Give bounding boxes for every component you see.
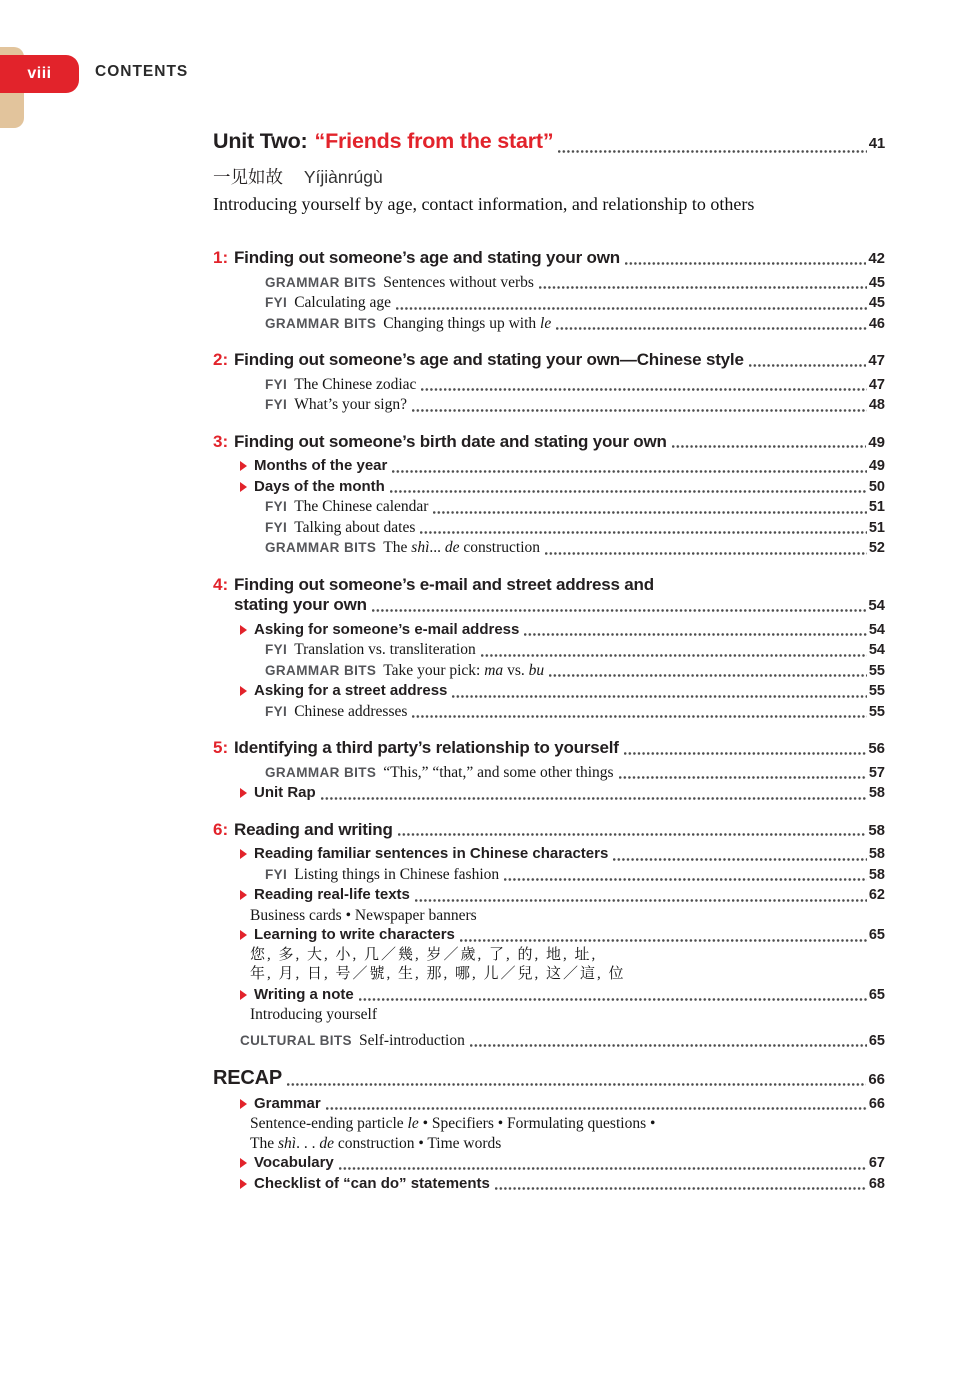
dot-leader bbox=[549, 673, 867, 678]
section-2 bbox=[213, 350, 885, 416]
dot-leader bbox=[749, 363, 867, 368]
section-4 bbox=[213, 575, 885, 723]
entry-text: What’s your sign? bbox=[294, 396, 407, 413]
entry-tag: CULTURAL BITS bbox=[240, 1032, 352, 1048]
bullet-arrow-icon bbox=[240, 461, 247, 471]
entry-label: Asking for someone’s e-mail address bbox=[254, 620, 520, 638]
unit-pinyin: Yíjiànrúgù bbox=[303, 167, 383, 187]
page-ref: 66 bbox=[868, 1071, 885, 1088]
entry-label: Checklist of “can do” statements bbox=[254, 1174, 490, 1192]
entry-tag: FYI bbox=[265, 499, 288, 514]
entry-text: Take your pick: ma vs. bu bbox=[383, 661, 545, 679]
toc-entry bbox=[265, 538, 885, 559]
entry-tag: GRAMMAR BITS bbox=[265, 315, 377, 331]
entry-text: Sentences without verbs bbox=[383, 273, 534, 291]
section-1 bbox=[213, 248, 885, 334]
dot-leader bbox=[390, 489, 867, 494]
section-title-line2: stating your own bbox=[234, 595, 367, 614]
toc-entry bbox=[265, 661, 885, 682]
entry-text: Calculating age bbox=[294, 294, 392, 311]
page-ref: 42 bbox=[868, 250, 885, 267]
dot-leader bbox=[421, 387, 866, 392]
entry-note: The shì. . . de construction • Time words bbox=[250, 1134, 502, 1152]
dot-leader bbox=[372, 608, 867, 613]
entry-text: Listing things in Chinese fashion bbox=[294, 865, 500, 883]
dot-leader bbox=[287, 1082, 866, 1087]
section-6 bbox=[213, 820, 885, 1052]
bullet-arrow-icon bbox=[240, 1179, 247, 1189]
toc-entry bbox=[240, 1031, 885, 1052]
page-ref: 58 bbox=[868, 866, 885, 883]
recap-title: RECAP bbox=[213, 1067, 283, 1089]
bullet-arrow-icon bbox=[240, 788, 247, 798]
section-number: 5: bbox=[213, 738, 229, 757]
dot-leader bbox=[481, 653, 867, 658]
bullet-arrow-icon bbox=[240, 930, 247, 940]
toc-entry bbox=[265, 763, 885, 784]
entry-tag: GRAMMAR BITS bbox=[265, 662, 377, 678]
page-ref: 58 bbox=[868, 821, 885, 839]
page-ref: 55 bbox=[868, 683, 885, 699]
page-ref: 46 bbox=[868, 315, 885, 332]
section-number: 2: bbox=[213, 350, 229, 369]
entry-label: Days of the month bbox=[254, 477, 385, 495]
entry-label: Vocabulary bbox=[254, 1154, 334, 1171]
toc-entry bbox=[240, 1174, 885, 1195]
page-ref: 49 bbox=[868, 458, 885, 474]
dot-leader bbox=[396, 306, 867, 311]
entry-label: Months of the year bbox=[254, 457, 388, 474]
page-ref: 58 bbox=[868, 846, 885, 862]
toc-entry bbox=[265, 314, 885, 335]
recap-heading bbox=[213, 1069, 885, 1090]
toc-entry bbox=[240, 1094, 885, 1115]
entry-note: Business cards • Newspaper banners bbox=[250, 906, 477, 924]
section-3 bbox=[213, 432, 885, 559]
section-heading bbox=[213, 432, 885, 453]
bullet-arrow-icon bbox=[240, 1099, 247, 1109]
dot-leader bbox=[392, 469, 867, 474]
page-ref: 55 bbox=[868, 662, 885, 679]
section-title: Finding out someone’s age and stating your own bbox=[234, 248, 620, 267]
toc-entry bbox=[265, 273, 885, 294]
unit-description: Introducing yourself by age, contact information, and relationship to others bbox=[213, 194, 755, 214]
dot-leader bbox=[420, 530, 866, 535]
page-ref: 51 bbox=[868, 499, 885, 515]
toc-entry bbox=[240, 1153, 885, 1174]
section-heading bbox=[213, 350, 885, 371]
page-ref: 47 bbox=[868, 352, 885, 369]
section-number: 1: bbox=[213, 248, 229, 267]
chinese-characters-line: 年, 月, 日, 号／號, 生, 那, 哪, 儿／兒, 这／這, 位 bbox=[250, 966, 626, 982]
section-title: Finding out someone’s age and stating your own—Chinese style bbox=[234, 350, 744, 369]
entry-label: Reading real-life texts bbox=[254, 886, 410, 903]
dot-leader bbox=[326, 1106, 867, 1111]
page-ref: 68 bbox=[868, 1175, 885, 1192]
toc-entry bbox=[240, 477, 885, 498]
unit-prefix: Unit Two: bbox=[213, 129, 308, 153]
toc-entry bbox=[240, 925, 885, 946]
bullet-arrow-icon bbox=[240, 625, 247, 635]
toc-entry bbox=[265, 865, 885, 886]
entry-text: Changing things up with le bbox=[383, 314, 552, 332]
page-ref: 66 bbox=[868, 1095, 885, 1112]
dot-leader bbox=[672, 444, 867, 449]
dot-leader bbox=[504, 877, 867, 882]
dot-leader bbox=[613, 857, 867, 862]
page-number-badge bbox=[0, 55, 79, 93]
page-ref: 57 bbox=[868, 764, 885, 781]
entry-label: Learning to write characters bbox=[254, 926, 455, 943]
entry-tag: FYI bbox=[265, 866, 288, 882]
page-ref: 54 bbox=[868, 621, 885, 638]
page-ref: 49 bbox=[868, 433, 885, 451]
table-of-contents bbox=[213, 128, 885, 1194]
dot-leader bbox=[619, 775, 867, 780]
entry-tag: GRAMMAR BITS bbox=[265, 540, 377, 555]
dot-leader bbox=[556, 326, 867, 331]
entry-label: Asking for a street address bbox=[254, 682, 448, 699]
unit-title: “Friends from the start” bbox=[314, 129, 554, 153]
entry-tag: GRAMMAR BITS bbox=[265, 274, 377, 290]
bullet-arrow-icon bbox=[240, 1158, 247, 1168]
toc-entry bbox=[265, 293, 885, 314]
entry-label: Grammar bbox=[254, 1094, 321, 1112]
section-heading bbox=[213, 738, 885, 759]
toc-entry bbox=[265, 375, 885, 396]
dot-leader bbox=[545, 551, 867, 556]
unit-title-row bbox=[213, 128, 885, 157]
recap-section bbox=[213, 1069, 885, 1194]
dot-leader bbox=[452, 694, 866, 699]
bullet-arrow-icon bbox=[240, 890, 247, 900]
unit-chinese-row bbox=[213, 164, 885, 189]
entry-tag: GRAMMAR BITS bbox=[265, 764, 377, 780]
entry-label: Reading familiar sentences in Chinese characters bbox=[254, 845, 609, 862]
dot-leader bbox=[321, 796, 867, 801]
bullet-arrow-icon bbox=[240, 849, 247, 859]
dot-leader bbox=[412, 714, 866, 719]
entry-label: Writing a note bbox=[254, 985, 354, 1003]
section-heading bbox=[213, 248, 885, 269]
page-ref: 41 bbox=[868, 135, 885, 152]
dot-leader bbox=[415, 898, 867, 903]
dot-leader bbox=[470, 1043, 867, 1048]
page-number-label: viii bbox=[27, 65, 52, 82]
entry-tag: FYI bbox=[265, 295, 288, 310]
section-number: 6: bbox=[213, 819, 229, 839]
page-ref: 54 bbox=[868, 642, 885, 658]
entry-tag: FYI bbox=[265, 642, 288, 657]
entry-tag: FYI bbox=[265, 703, 288, 719]
page-ref: 65 bbox=[868, 1032, 885, 1049]
entry-text: Talking about dates bbox=[294, 518, 416, 536]
bullet-arrow-icon bbox=[240, 686, 247, 696]
page-ref: 52 bbox=[868, 540, 885, 556]
page-ref: 55 bbox=[868, 703, 885, 720]
page-ref: 62 bbox=[868, 887, 885, 903]
entry-text: The shì... de construction bbox=[383, 539, 541, 556]
dot-leader bbox=[433, 510, 866, 515]
page-ref: 67 bbox=[868, 1155, 885, 1171]
toc-entry bbox=[240, 885, 885, 906]
entry-text: Self-introduction bbox=[358, 1031, 465, 1049]
page-corner-tab bbox=[0, 47, 90, 133]
dot-leader bbox=[624, 751, 867, 756]
bullet-arrow-icon bbox=[240, 990, 247, 1000]
dot-leader bbox=[539, 285, 867, 290]
entry-note: Sentence-ending particle le • Specifiers • Formulating questions • bbox=[250, 1115, 656, 1132]
running-header: CONTENTS bbox=[95, 63, 189, 80]
dot-leader bbox=[359, 997, 867, 1002]
dot-leader bbox=[460, 938, 867, 943]
section-heading-line2 bbox=[234, 595, 885, 616]
entry-text: The Chinese zodiac bbox=[294, 375, 417, 393]
entry-text: The Chinese calendar bbox=[294, 498, 429, 515]
page-ref: 50 bbox=[868, 478, 885, 495]
toc-entry bbox=[240, 681, 885, 702]
dot-leader bbox=[524, 632, 866, 637]
section-title: Finding out someone’s birth date and stating your own bbox=[234, 431, 667, 451]
unit-chinese: 一见如故 bbox=[213, 167, 283, 187]
dot-leader bbox=[558, 149, 866, 154]
toc-entry bbox=[265, 702, 885, 723]
bullet-arrow-icon bbox=[240, 482, 247, 492]
entry-text: Chinese addresses bbox=[294, 702, 408, 720]
dot-leader bbox=[625, 261, 866, 266]
entry-text: Translation vs. transliteration bbox=[294, 641, 476, 658]
page-ref: 56 bbox=[868, 740, 885, 757]
toc-entry bbox=[240, 844, 885, 865]
dot-leader bbox=[412, 408, 867, 413]
dot-leader bbox=[398, 832, 867, 837]
page-ref: 58 bbox=[868, 785, 885, 801]
section-5 bbox=[213, 738, 885, 804]
toc-entry bbox=[265, 395, 885, 416]
entry-tag: FYI bbox=[265, 376, 288, 392]
section-title-line1: Finding out someone’s e-mail and street address and bbox=[234, 574, 654, 594]
section-number: 4: bbox=[213, 574, 229, 594]
page-ref: 65 bbox=[868, 986, 885, 1003]
chinese-characters-line: 您, 多, 大, 小, 几／幾, 岁／歲, 了, 的, 地, 址, bbox=[250, 946, 598, 963]
toc-entry bbox=[265, 497, 885, 518]
entry-label: Unit Rap bbox=[254, 784, 316, 801]
toc-entry bbox=[240, 783, 885, 804]
entry-tag: FYI bbox=[265, 397, 288, 412]
page-ref: 45 bbox=[868, 274, 885, 291]
page-ref: 65 bbox=[868, 927, 885, 943]
dot-leader bbox=[495, 1186, 867, 1191]
section-title: Reading and writing bbox=[234, 819, 393, 839]
page-ref: 54 bbox=[868, 597, 885, 614]
toc-entry bbox=[265, 518, 885, 539]
section-title: Identifying a third party’s relationship to yourself bbox=[234, 738, 619, 757]
dot-leader bbox=[339, 1166, 867, 1171]
entry-note: Introducing yourself bbox=[250, 1006, 377, 1023]
toc-entry bbox=[240, 985, 885, 1006]
section-heading bbox=[213, 575, 885, 595]
toc-entry bbox=[240, 456, 885, 477]
entry-text: “This,” “that,” and some other things bbox=[383, 763, 614, 781]
page-ref: 47 bbox=[868, 376, 885, 393]
page-ref: 48 bbox=[868, 397, 885, 413]
toc-entry bbox=[265, 640, 885, 661]
page-ref: 51 bbox=[868, 519, 885, 536]
section-heading bbox=[213, 820, 885, 841]
section-number: 3: bbox=[213, 431, 229, 451]
page-ref: 45 bbox=[868, 295, 885, 311]
toc-entry bbox=[240, 620, 885, 641]
entry-tag: FYI bbox=[265, 519, 288, 535]
